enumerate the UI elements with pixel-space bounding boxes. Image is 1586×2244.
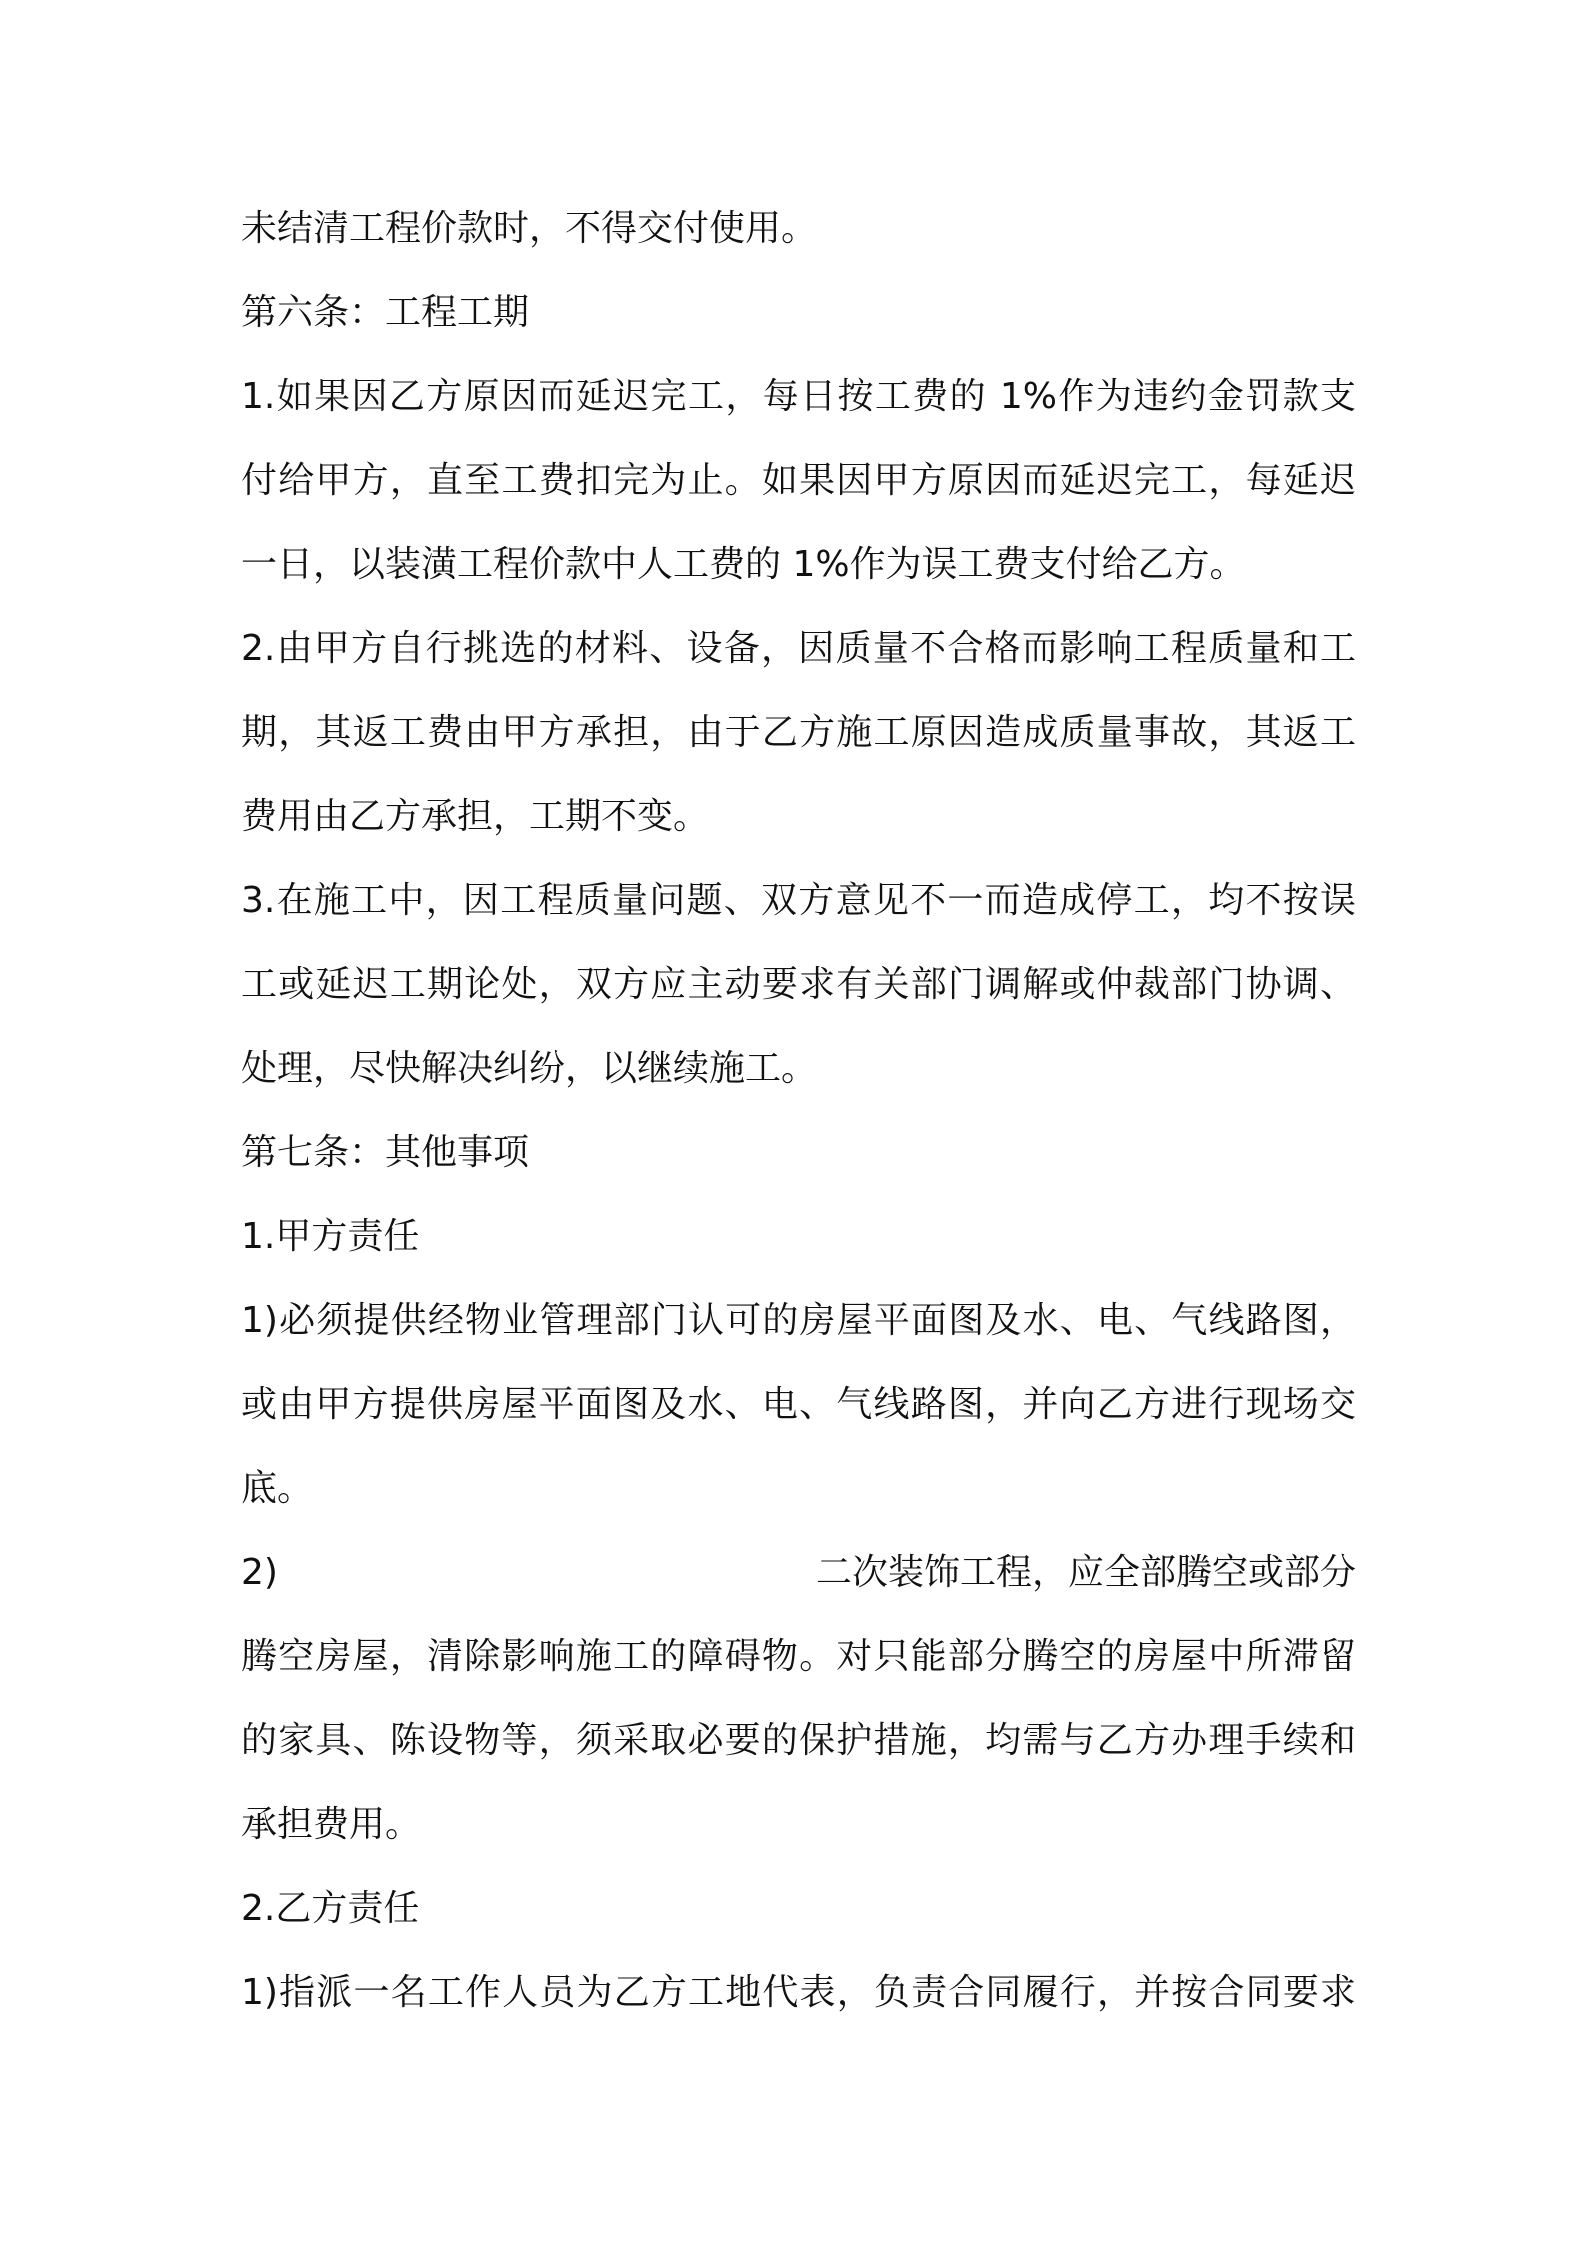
split-text-line: [241, 1543, 1356, 1603]
text-line: 工或延迟工期论处，双方应主动要求有关部门调解或仲裁部门协调、: [241, 964, 1356, 1005]
section-heading: 第七条：其他事项: [241, 1132, 530, 1173]
text-line: 一日，以装潢工程价款中人工费的 1%作为误工费支付给乙方。: [241, 544, 1246, 585]
text-line: 3.在施工中，因工程质量问题、双方意见不一而造成停工，均不按误: [241, 880, 1356, 921]
text-line: 承担费用。: [241, 1804, 422, 1845]
subsection-heading: 2.乙方责任: [241, 1888, 420, 1929]
subsection-heading: 1.甲方责任: [241, 1216, 420, 1257]
text-line: 1)指派一名工作人员为乙方工地代表，负责合同履行，并按合同要求: [241, 1972, 1356, 2013]
split-line-right: 二次装饰工程，应全部腾空或部分: [815, 1552, 1356, 1593]
section-heading: 第六条：工程工期: [241, 292, 530, 333]
text-line: 处理，尽快解决纠纷，以继续施工。: [241, 1048, 818, 1089]
text-line: 未结清工程价款时，不得交付使用。: [241, 208, 818, 249]
text-line: 底。: [241, 1468, 314, 1509]
text-line: 腾空房屋，清除影响施工的障碍物。对只能部分腾空的房屋中所滞留: [241, 1636, 1356, 1677]
text-line: 1.如果因乙方原因而延迟完工，每日按工费的 1%作为违约金罚款支: [241, 376, 1356, 417]
text-line: 期，其返工费由甲方承担，由于乙方施工原因造成质量事故，其返工: [241, 712, 1356, 753]
text-line: 或由甲方提供房屋平面图及水、电、气线路图，并向乙方进行现场交: [241, 1384, 1356, 1425]
text-line: 付给甲方，直至工费扣完为止。如果因甲方原因而延迟完工，每延迟: [241, 460, 1356, 501]
split-line-left: 2): [241, 1552, 278, 1593]
text-line: 1)必须提供经物业管理部门认可的房屋平面图及水、电、气线路图，: [241, 1300, 1356, 1341]
text-line: 费用由乙方承担，工期不变。: [241, 796, 710, 837]
text-line: 的家具、陈设物等，须采取必要的保护措施，均需与乙方办理手续和: [241, 1720, 1356, 1761]
text-line: 2.由甲方自行挑选的材料、设备，因质量不合格而影响工程质量和工: [241, 628, 1356, 669]
